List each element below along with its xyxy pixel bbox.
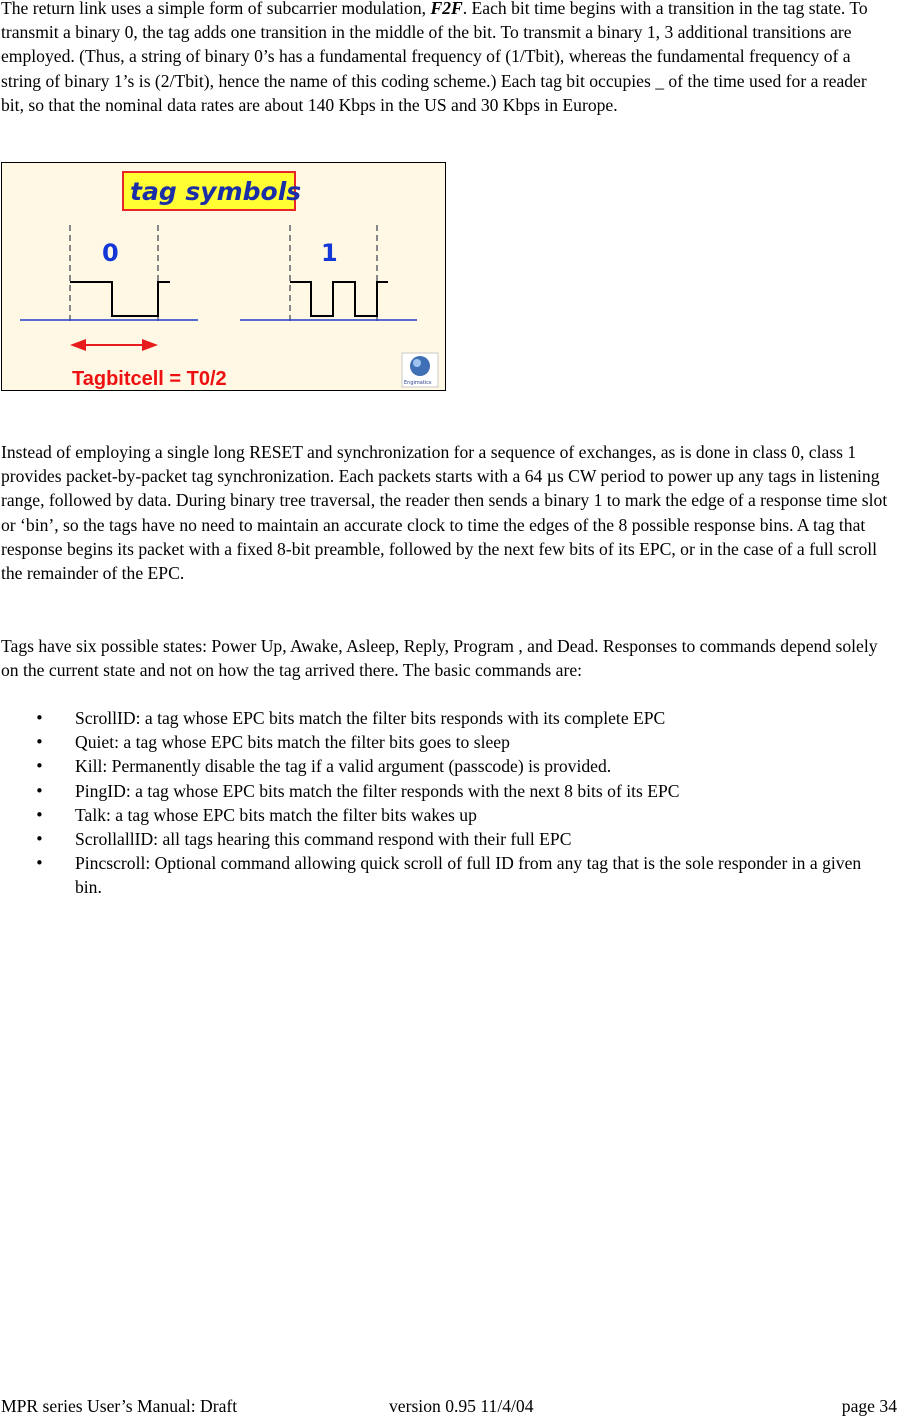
- tag-symbols-diagram: [2, 163, 445, 390]
- bullet-icon: •: [35, 757, 44, 776]
- list-item: [0, 730, 890, 754]
- symbol-zero-label: 0: [102, 239, 119, 267]
- list-item: [0, 779, 890, 803]
- list-item: [0, 827, 890, 851]
- paragraph-synchronization: Instead of employing a single long RESET and synchronization for a sequence of exchanges, as is done in class 0, class 1 provides packet-by-packet tag synchronization. Each packets starts with a 64 µs CW period to power up any tags in listening range, followed by data. During binary tree traversal, the reader then sends a binary 1 to mark the edge of a response time slot or ‘bin’, so the tags have no need to maintain an accurate clock to time the edges of the 8 possible response bins. A tag that response begins its packet with a fixed 8-bit preamble, followed by the next few bits of its EPC, or in the case of a full scroll the remainder of the EPC.: [1, 442, 888, 584]
- figure-title: tag symbols: [130, 177, 302, 206]
- paragraph-f2f-modulation: [1, 0, 891, 117]
- command-text: Quiet: a tag whose EPC bits match the filter bits goes to sleep: [75, 732, 510, 753]
- command-text: ScrollID: a tag whose EPC bits match the filter bits responds with its complete EPC: [75, 708, 666, 728]
- tagbitcell-label: Tagbitcell = T0/2: [72, 368, 227, 390]
- footer-version: version 0.95 11/4/04: [389, 1396, 534, 1416]
- tag-symbols-figure: [1, 162, 446, 391]
- bullet-icon: •: [35, 854, 44, 873]
- bullet-icon: •: [35, 805, 44, 824]
- waveform-zero: [70, 282, 170, 316]
- command-list: [0, 706, 890, 900]
- paragraph-text: . Each bit time begins with a transition in the tag state. To transmit a binary 0, the tag adds one transition in the middle of the bit. To transmit a binary 1, 3 additional transitions are employed. (Thus, a string of binary 0’s has a fundamental frequency of (1/Tbit), whereas the fundamental frequency of a string of binary 1’s is (2/Tbit), hence the name of this coding scheme.) Each tag bit occupies _ of the time used for a reader bit, so that the nominal data rates are about 140 Kbps in the US and 30 Kbps in Europe.: [1, 0, 868, 115]
- bullet-icon: •: [35, 709, 44, 727]
- paragraph-text: The return link uses a simple form of subcarrier modulation,: [1, 0, 431, 18]
- paragraph-tag-states: Tags have six possible states: Power Up, Awake, Asleep, Reply, Program , and Dead. Responses to commands depend solely on the current state and not on how the tag arrived there. The basic commands are:: [1, 636, 878, 681]
- bullet-icon: •: [35, 781, 44, 800]
- waveform-one: [290, 282, 388, 316]
- list-item: [0, 851, 890, 899]
- command-text: ScrollallID: all tags hearing this command respond with their full EPC: [75, 829, 572, 850]
- logo-wordmark: Engimatics: [404, 380, 432, 386]
- symbol-one-label: 1: [321, 239, 338, 267]
- bullet-icon: •: [35, 830, 44, 849]
- footer-document-title: MPR series User’s Manual: Draft: [1, 1396, 238, 1416]
- page-footer: [1, 1396, 899, 1420]
- bullet-icon: •: [35, 733, 44, 752]
- command-text: PingID: a tag whose EPC bits match the filter responds with the next 8 bits of its EPC: [75, 780, 680, 801]
- command-text: Kill: Permanently disable the tag if a valid argument (passcode) is provided.: [75, 756, 612, 777]
- emphasis-f2f: F2F: [430, 0, 463, 18]
- command-text: Pincscroll: Optional command allowing quick scroll of full ID from any tag that is the sole responder in a given bin.: [75, 853, 862, 898]
- list-item: [0, 754, 890, 778]
- list-item: [0, 803, 890, 827]
- footer-page-number: page 34: [841, 1396, 897, 1416]
- arrow-head-right: [142, 339, 158, 351]
- arrow-head-left: [70, 339, 86, 351]
- list-item: [0, 706, 890, 730]
- engimatics-logo: [402, 353, 438, 387]
- command-text: Talk: a tag whose EPC bits match the filter bits wakes up: [75, 804, 477, 825]
